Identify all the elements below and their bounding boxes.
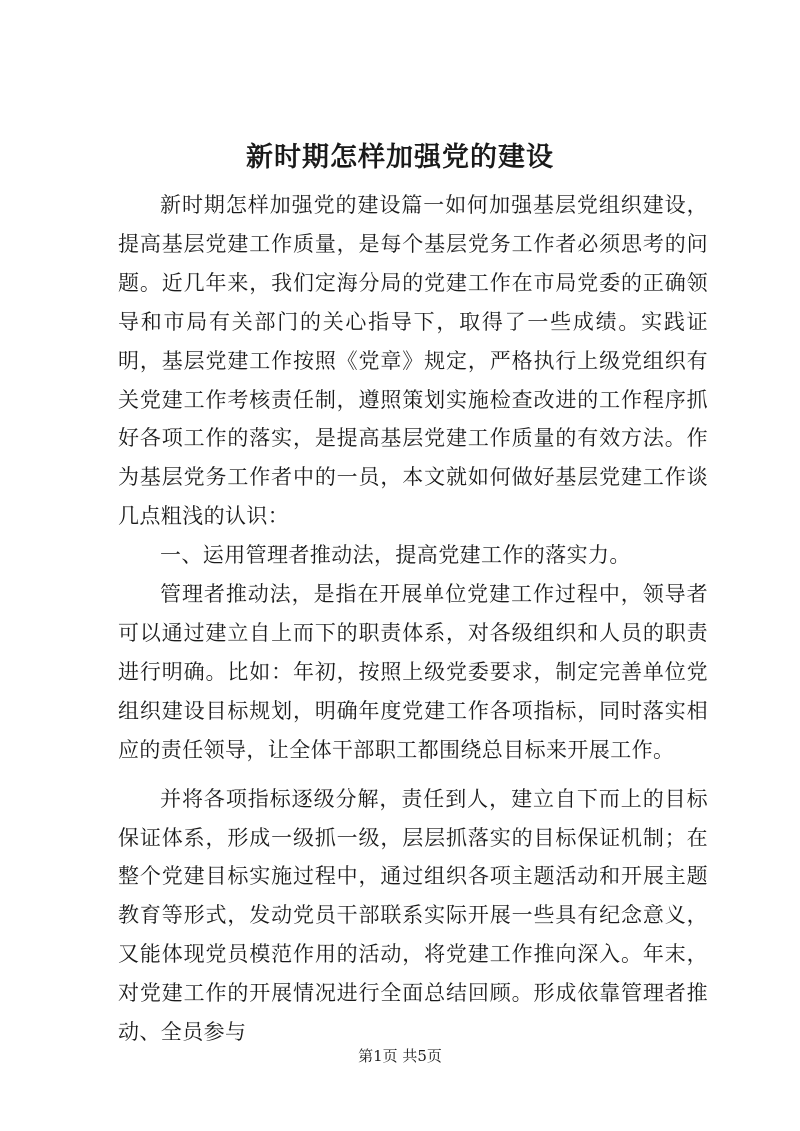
- document-body: [118, 186, 708, 1052]
- paragraph-target-breakdown: 并将各项指标逐级分解，责任到人，建立自下而上的目标保证体系，形成一级抓一级，层层抓落实的目标保证机制；在整个党建目标实施过程中，通过组织各项主题活动和开展主题教育等形式，发动党员干部联系实际开展一些具有纪念意义，又能体现党员模范作用的活动，将党建工作推向深入。年末，对党建工作的开展情况进行全面总结回顾。形成依靠管理者推动、全员参与: [118, 786, 708, 1045]
- paragraph-manager-method: 管理者推动法，是指在开展单位党建工作过程中，领导者可以通过建立自上而下的职责体系，对各级组织和人员的职责进行明确。比如：年初，按照上级党委要求，制定完善单位党组织建设目标规划，明确年度党建工作各项指标，同时落实相应的责任领导，让全体干部职工都围绕总目标来开展工作。: [118, 582, 708, 762]
- paragraph-intro: 新时期怎样加强党的建设篇一如何加强基层党组织建设，提高基层党建工作质量，是每个基层党务工作者必须思考的问题。近几年来，我们定海分局的党建工作在市局党委的正确领导和市局有关部门的关心指导下，取得了一些成绩。实践证明，基层党建工作按照《党章》规定，严格执行上级党组织有关党建工作考核责任制，遵照策划实施检查改进的工作程序抓好各项工作的落实，是提高基层党建工作质量的有效方法。作为基层党务工作者中的一员，本文就如何做好基层党建工作谈几点粗浅的认识：: [118, 193, 708, 529]
- document-title: 新时期怎样加强党的建设: [246, 142, 554, 173]
- paragraph-section-heading: 一、运用管理者推动法，提高党建工作的落实力。: [160, 543, 631, 568]
- page-footer: 第1页 共5页: [358, 1047, 442, 1065]
